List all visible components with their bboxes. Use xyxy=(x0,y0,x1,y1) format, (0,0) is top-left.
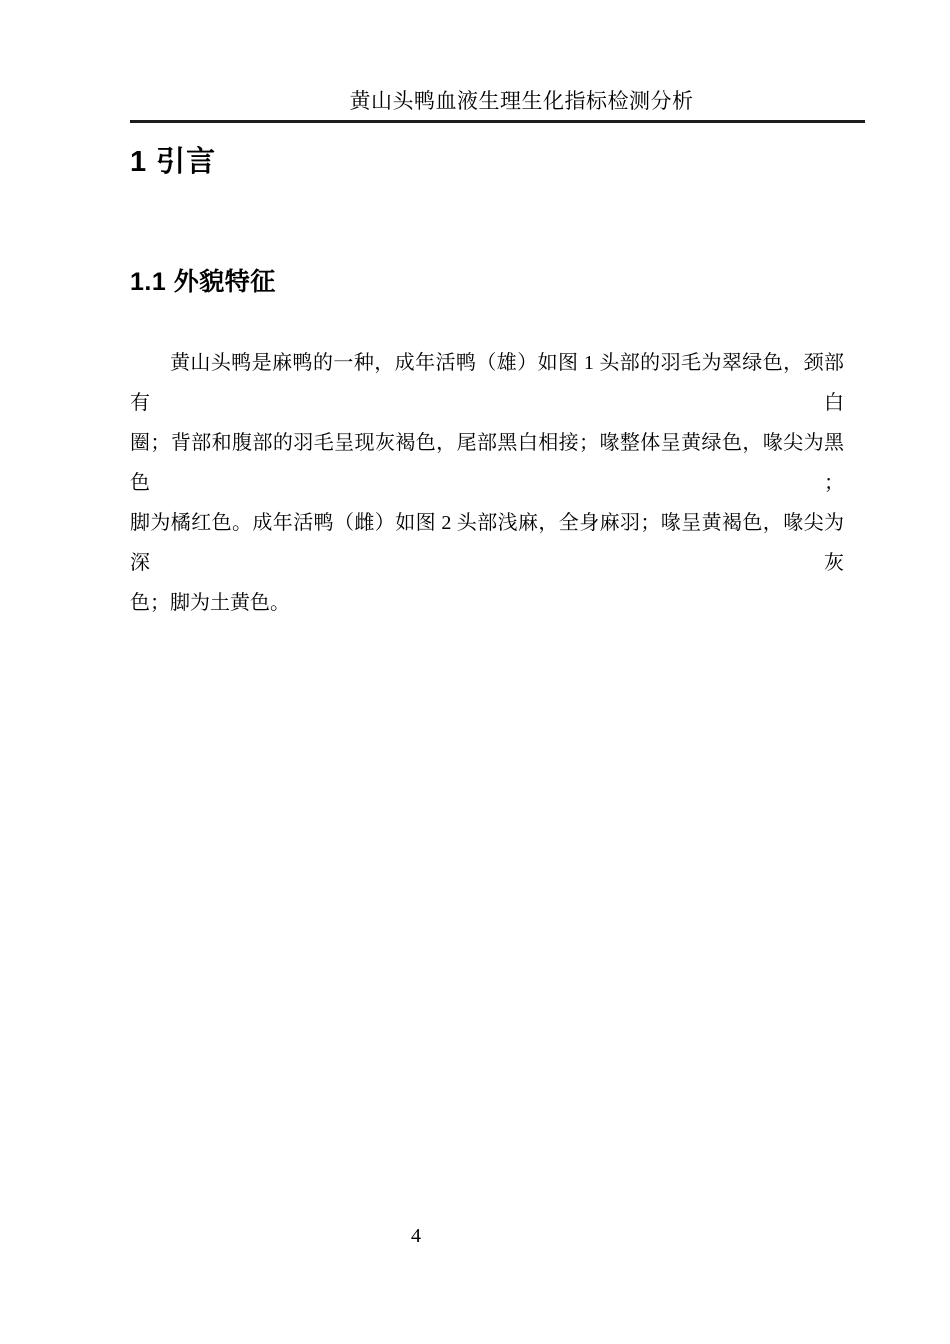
running-header-title: 黄山头鸭血液生理生化指标检测分析 xyxy=(349,89,694,113)
body-paragraph xyxy=(130,343,844,623)
paragraph-line: 圈；背部和腹部的羽毛呈现灰褐色，尾部黑白相接；喙整体呈黄绿色，喙尖为黑色； xyxy=(130,432,844,494)
section-heading: 1.1 外貌特征 xyxy=(130,268,276,296)
page-number: 4 xyxy=(411,1225,421,1247)
paragraph-line: 黄山头鸭是麻鸭的一种，成年活鸭（雄）如图 1 头部的羽毛为翠绿色，颈部有白 xyxy=(130,352,844,414)
paragraph-line: 脚为橘红色。成年活鸭（雌）如图 2 头部浅麻，全身麻羽；喙呈黄褐色，喙尖为深灰 xyxy=(130,512,844,574)
chapter-heading: 1 引言 xyxy=(130,146,217,178)
running-header xyxy=(130,88,865,123)
paragraph-line: 色；脚为土黄色。 xyxy=(130,592,290,614)
